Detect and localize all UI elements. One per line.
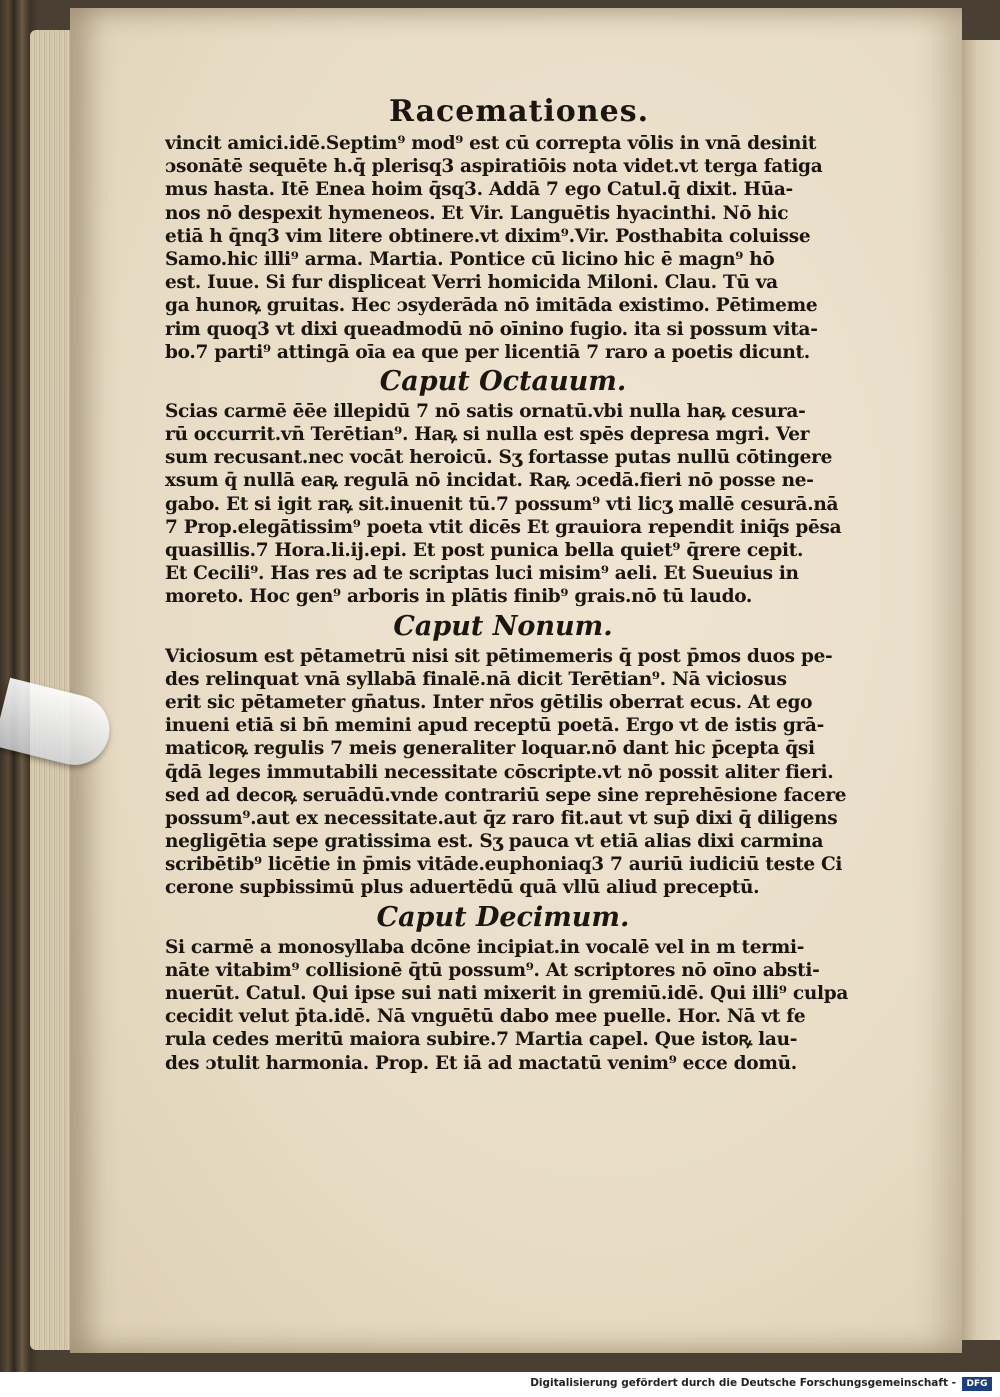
text-line: nos nō despexit hymeneos. Et Vir. Languētis hyacinthi. Nō hic (165, 202, 789, 224)
text-line: inueni etiā si bn̄ memini apud receptū poetā. Ergo vt de istis grā- (165, 715, 824, 737)
text-line: Et Cecili⁹. Has res ad te scriptas luci misim⁹ aeli. Et Sueuius in (165, 563, 799, 585)
text-line: sum recusant.nec vocāt heroicū. Sʒ fortasse putas nullū cōtingere (165, 447, 833, 469)
text-body (165, 132, 865, 1075)
text-line: Viciosum est pētametrū nisi sit pētimemeris q̄ post p̄mos duos pe- (165, 645, 833, 667)
text-line: cerone supbissimū plus aduertēdū quā vllū aliud preceptū. (165, 877, 760, 899)
text-line: maticoꝶ regulis 7 meis generaliter loquar.nō dant hic p̄cepta q̄si (165, 738, 815, 760)
section-heading: Caput Nonum. (393, 610, 613, 642)
text-line: rū occurrit.vn̄ Terētian⁹. Haꝶ si nulla est spēs depresa mgri. Ver (165, 424, 810, 446)
text-line: Samo.hic illi⁹ arma. Martia. Pontice cū licino hic ē magn⁹ hō (165, 248, 775, 270)
facing-page-edge (962, 40, 1000, 1340)
text-line: des ɔtulit harmonia. Prop. Et iā ad mactatū venim⁹ ecce domū. (165, 1052, 797, 1074)
dfg-logo: DFG (962, 1377, 992, 1391)
text-line: Si carmē a monosyllaba dcōne incipiat.in vocalē vel in m termi- (165, 936, 805, 958)
text-line: nāte vitabim⁹ collisionē q̄tū possum⁹. At scriptores nō oīno absti- (165, 959, 820, 981)
text-line: gabo. Et si igit raꝶ sit.inuenit tū.7 possum⁹ vti licʒ mallē cesurā.nā (165, 493, 839, 515)
text-line: 7 Prop.elegātissim⁹ poeta vtit dicēs Et grauiora rependit iniq̄s pēsa (165, 516, 842, 538)
text-line: bo.7 parti⁹ attingā oīa ea que per licentiā 7 raro a poetis dicunt. (165, 341, 810, 363)
text-line: moreto. Hoc gen⁹ arboris in plātis finib⁹ grais.nō tū laudo. (165, 586, 753, 608)
text-line: vincit amici.idē.Septim⁹ mod⁹ est cū correpta vōlis in vnā desinit (165, 133, 817, 154)
text-line: possum⁹.aut ex necessitate.aut q̄z raro fit.aut vt sup̄ dixi q̄ diligens (165, 807, 838, 829)
text-line: nuerūt. Catul. Qui ipse sui nati mixerit in gremiū.idē. Qui illi⁹ culpa (165, 983, 849, 1004)
text-line: ɔsonātē sequēte h.q̄ plerisq3 aspiratiōis nota videt.vt terga fatiga (165, 156, 823, 178)
text-line: des relinquat vnā syllabā finalē.nā dicit Terētian⁹. Nā viciosus (165, 668, 787, 690)
running-header: Racemationes. (388, 94, 650, 129)
text-line: ga hunoꝶ gruitas. Hec ɔsyderāda nō imitāda existimo. Pētimeme (165, 295, 818, 317)
text-line: scribētib⁹ licētie in p̄mis vitāde.euphoniaq3 7 auriū iudiciū teste Ci (165, 854, 843, 876)
text-line: q̄dā leges immutabili necessitate cōscripte.vt nō possit aliter fieri. (165, 761, 834, 783)
text-line: negligētia sepe gratissima est. Sʒ pauca vt etiā alias dixi carmina (165, 831, 824, 853)
text-line: Scias carmē ēēe illepidū 7 nō satis ornatū.vbi nulla haꝶ cesura- (165, 400, 806, 422)
text-line: rula cedes meritū maiora subire.7 Martia capel. Que istoꝶ lau- (165, 1029, 798, 1051)
text-line: rim quoq3 vt dixi queadmodū nō oīnino fugio. ita si possum vita- (165, 318, 818, 340)
text-line: xsum q̄ nullā eaꝶ regulā nō incidat. Raꝶ ɔcedā.fieri nō posse ne- (165, 470, 814, 492)
footer-credit: Digitalisierung gefördert durch die Deutsche Forschungsgemeinschaft - (530, 1377, 956, 1389)
text-line: est. Iuue. Si fur displiceat Verri homicida Miloni. Clau. Tū va (165, 272, 778, 294)
text-line: mus hasta. Itē Enea hoim q̄sq3. Addā 7 ego Catul.q̄ dixit. Hūa- (165, 179, 793, 201)
section-heading: Caput Octauum. (379, 365, 627, 397)
digitization-footer (0, 1372, 1000, 1397)
text-line: erit sic pētameter gn̄atus. Inter nr̄os gētilis oberrat ecus. At ego (165, 691, 813, 713)
text-line: cecidit velut p̄ta.idē. Nā vnguētū dabo mee puelle. Hor. Nā vt fe (165, 1006, 806, 1028)
page-text (165, 92, 865, 1075)
text-line: quasillis.7 Hora.li.ij.epi. Et post punica bella quiet⁹ q̄rere cepit. (165, 540, 804, 561)
section-heading: Caput Decimum. (376, 901, 630, 933)
text-line: sed ad decoꝶ seruādū.vnde contrariū sepe sine reprehēsione facere (165, 784, 847, 806)
text-line: etiā h q̄nq3 vim litere obtinere.vt dixim⁹.Vir. Posthabita coluisse (165, 225, 811, 247)
